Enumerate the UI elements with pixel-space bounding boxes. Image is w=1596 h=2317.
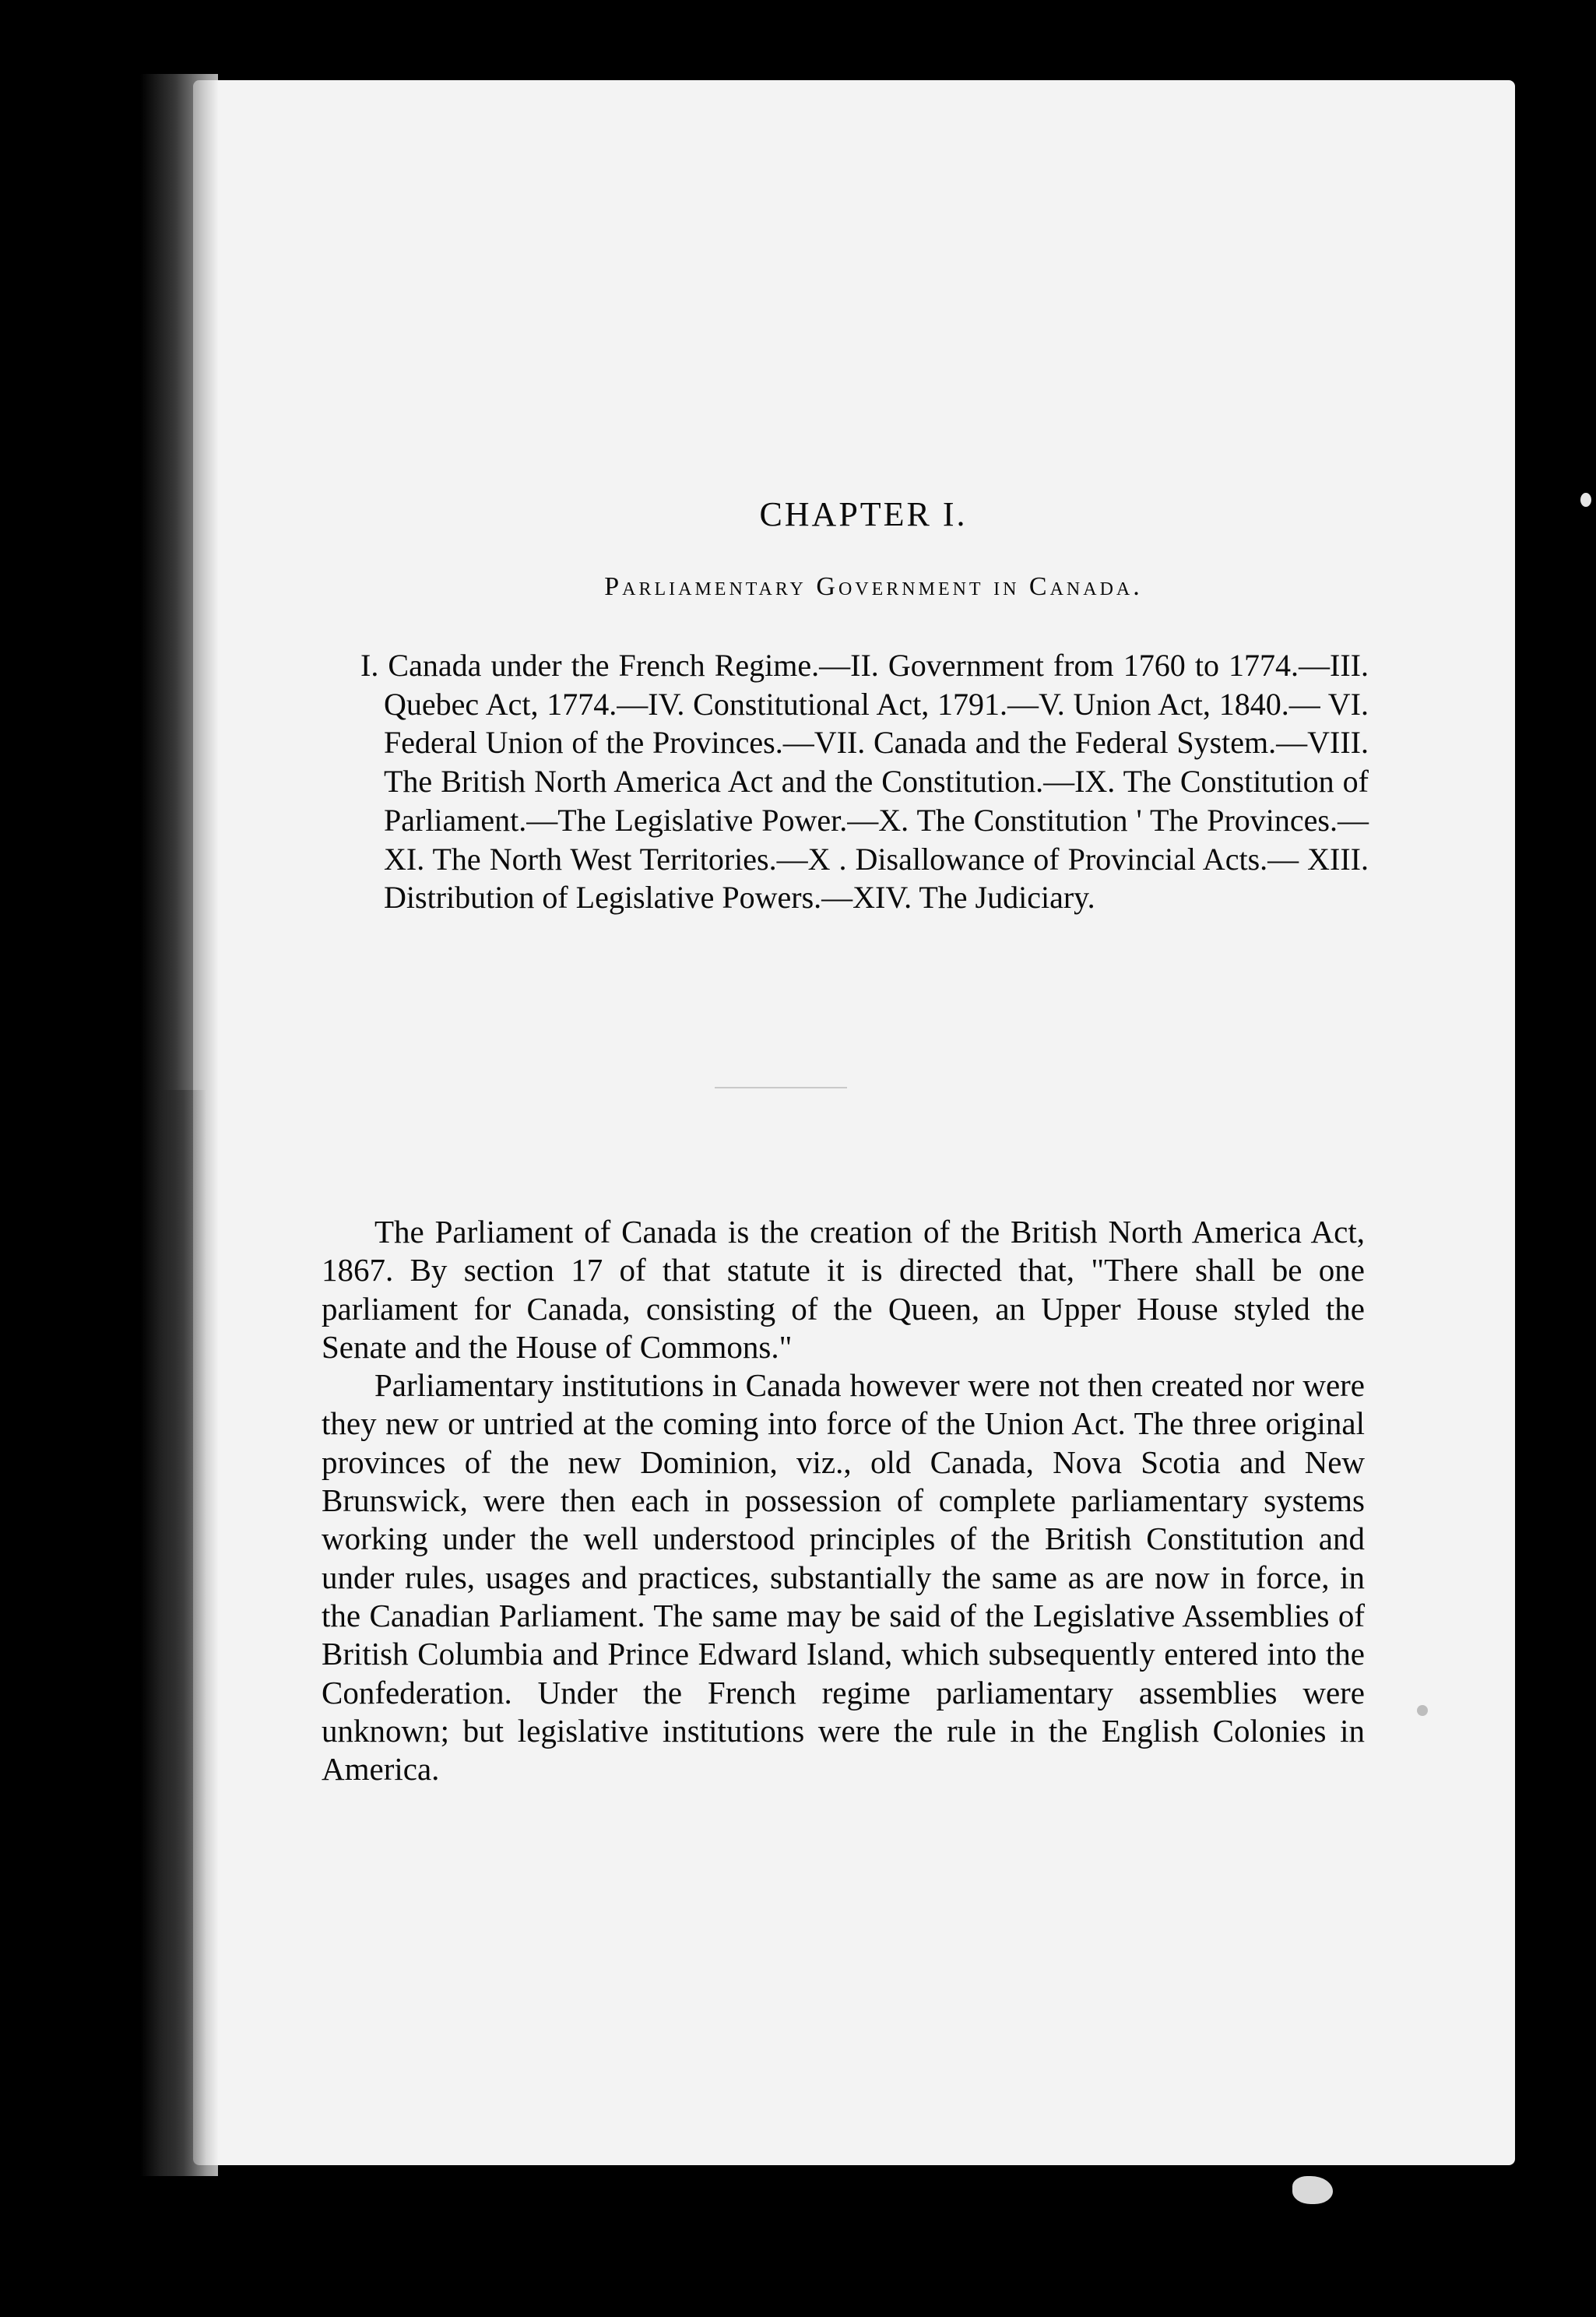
body-paragraph: Parliamentary institutions in Canada however were not then created nor were they new or untried at the coming into force of the Union Act. The three original provinces of the new Dominion, viz., old Canada, Nova Scotia and New Brunswick, were then each in possession of complete parliamentary systems working under the well understood principles of the British Constitution and under rules, usages and practices, substantially the same as are now in force, in the Canadian Parliament. The same may be said of the Legislative Assemblies of British Columbia and Prince Edward Island, which subsequently entered into the Confederation. Under the French regime parliamentary assemblies were unknown; but legislative institutions were the rule in the English Colonies in America. [322, 1367, 1365, 1788]
scan-speck [1292, 2176, 1333, 2204]
book-page [193, 80, 1515, 2165]
scan-speck [1417, 1705, 1428, 1716]
body-paragraph: The Parliament of Canada is the creation of the British North America Act, 1867. By section 17 of that statute it is directed that, "There shall be one parliament for Canada, consisting of the Queen, an Upper House styled the Senate and the House of Commons." [322, 1214, 1365, 1365]
chapter-body [322, 1213, 1365, 1788]
chapter-subtitle: Parliamentary Government in Canada. [604, 572, 1143, 601]
chapter-contents-summary: I. Canada under the French Regime.—II. Government from 1760 to 1774.—III. Quebec Act, 1774.—IV. Constitutional Act, 1791.—V. Union Act, 1840.— VI. Federal Union of the Provinces.—VII. Canada and the Federal System.—VIII. The British North America Act and the Constitution.—IX. The Constitution of Parliament.—The Legislative Power.—X. The Constitution ' The Provinces.—XI. The North West Territories.—X . Disallowance of Provincial Acts.— XIII. Distribution of Legislative Powers.—XIV. The Judiciary. [360, 648, 1369, 916]
book-gutter-shadow [160, 1090, 206, 2180]
section-divider [715, 1087, 847, 1088]
chapter-title: CHAPTER I. [759, 495, 968, 533]
scan-speck [1580, 493, 1591, 507]
